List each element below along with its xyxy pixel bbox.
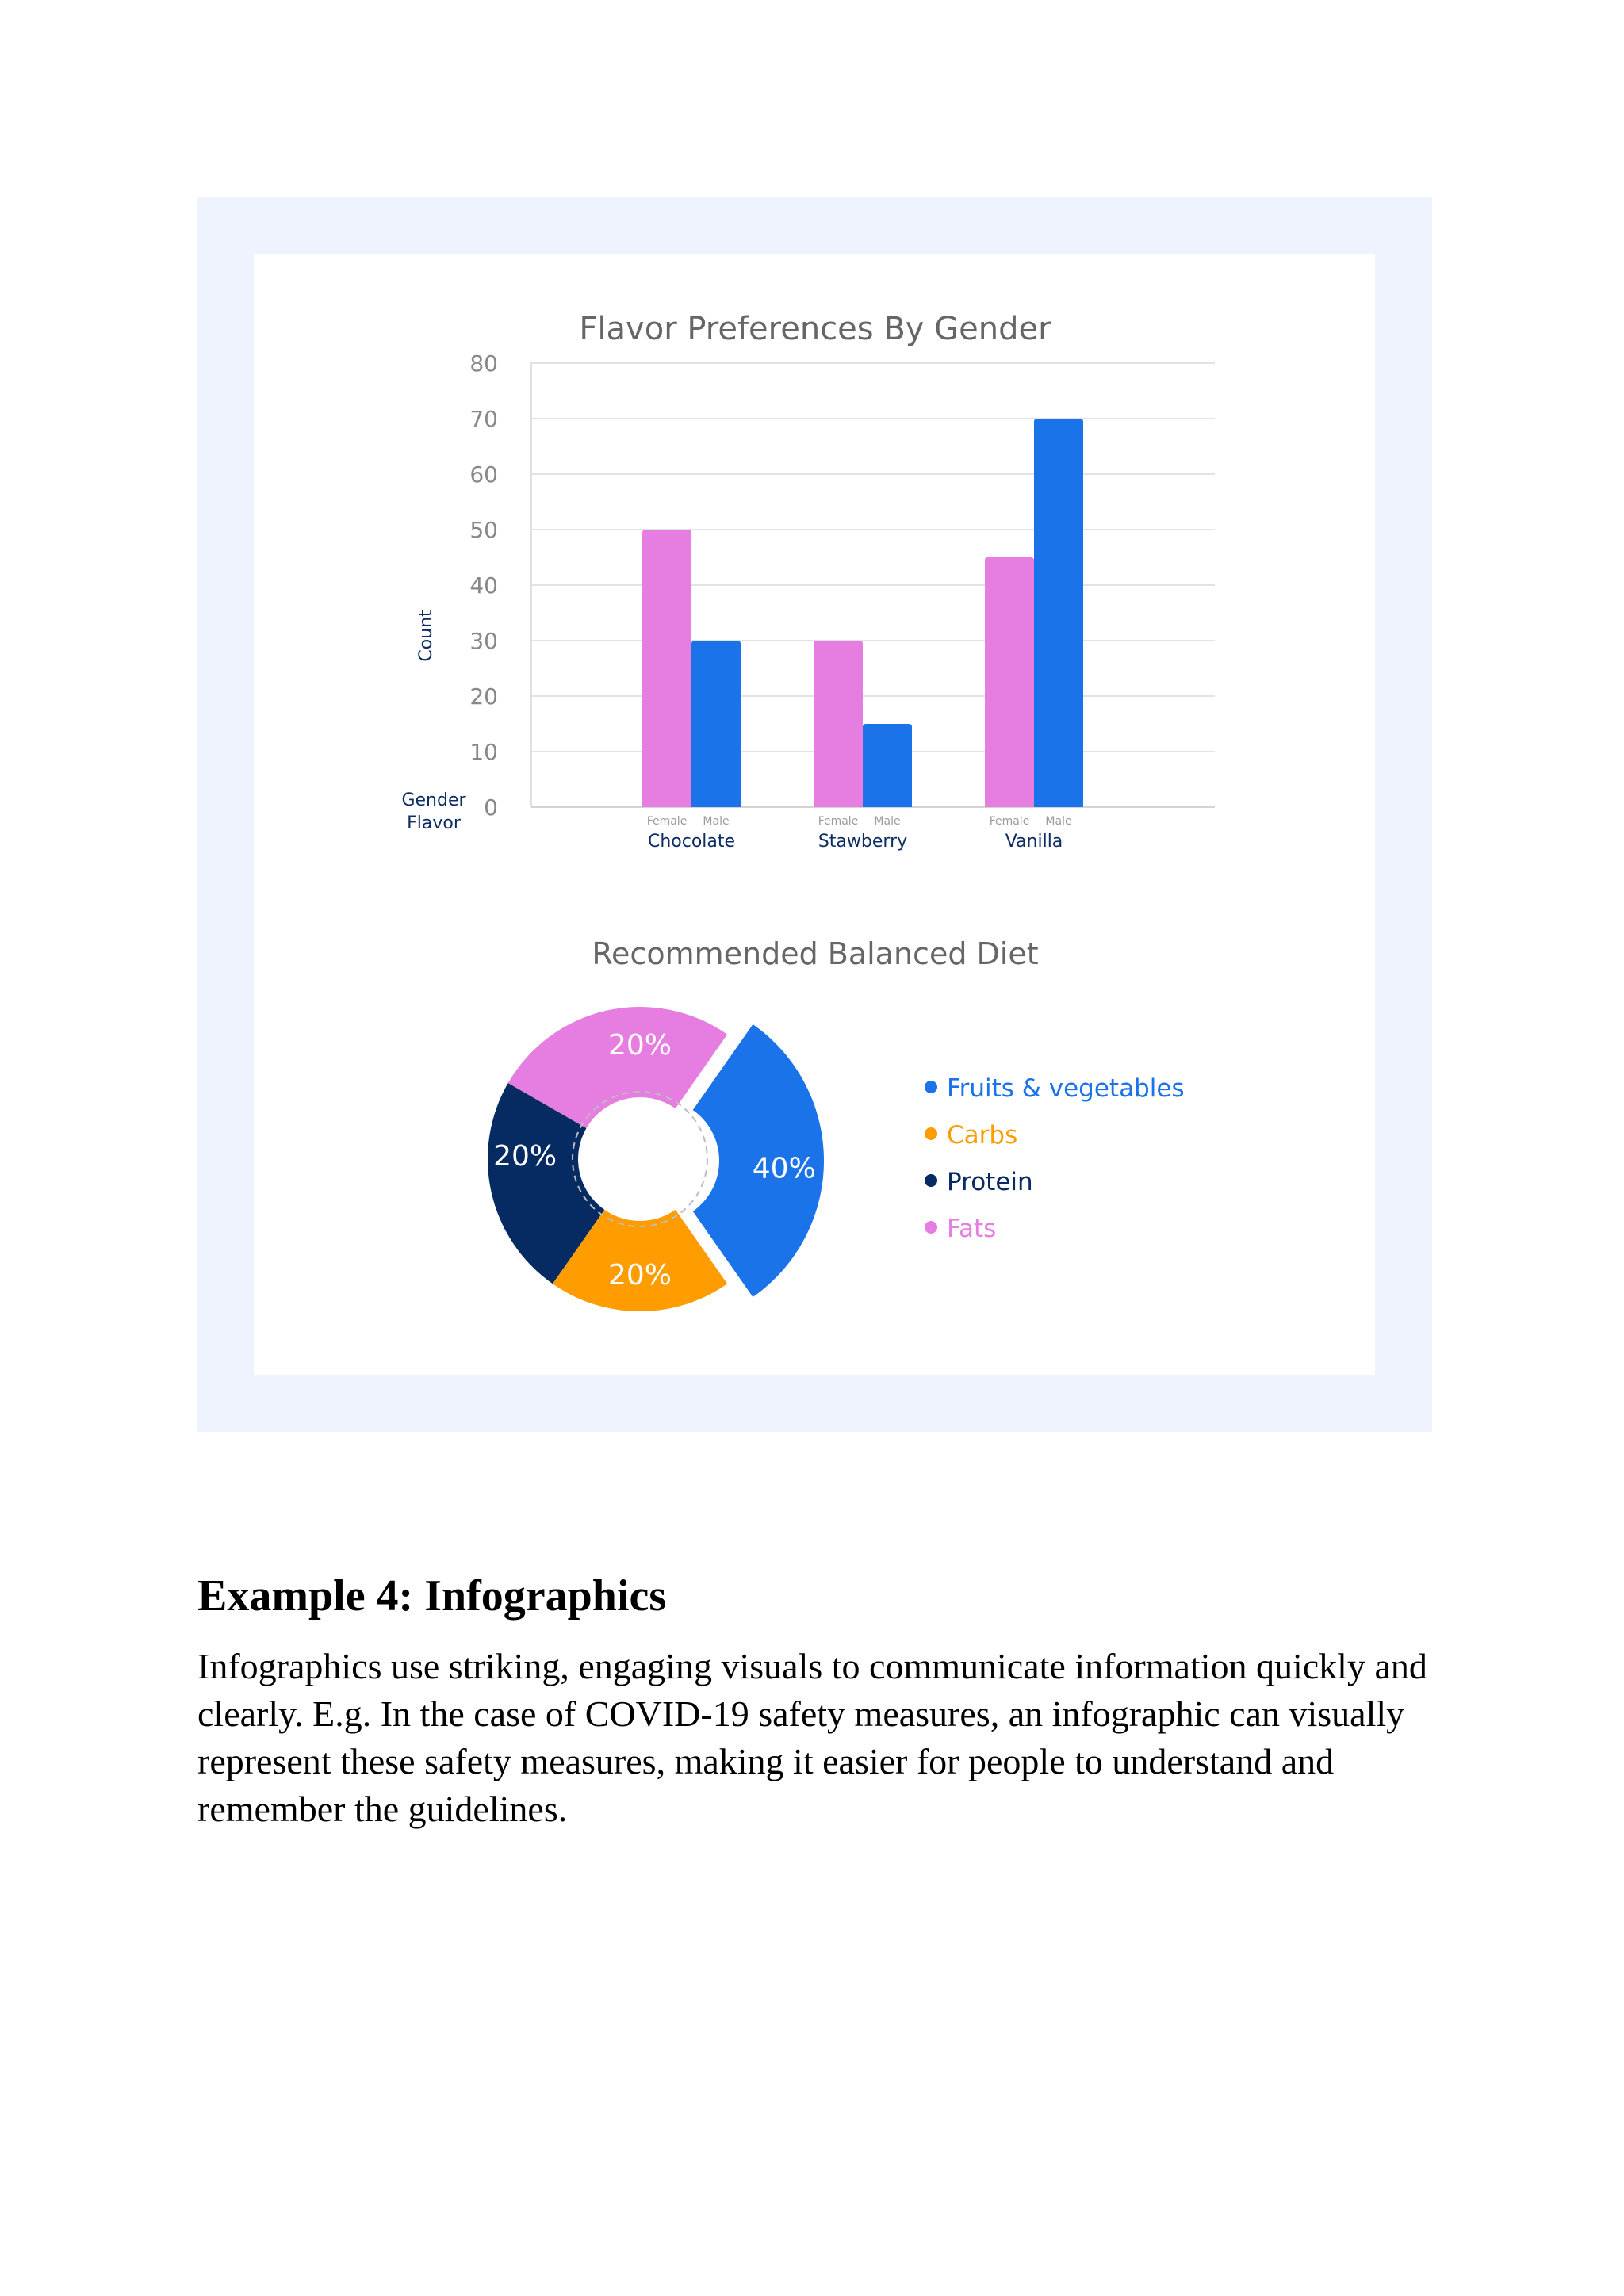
donut-legend	[925, 1074, 1185, 1243]
sub-category-label: Male	[874, 815, 901, 828]
bar-male-stawberry	[863, 724, 912, 807]
figure-card	[254, 254, 1375, 1375]
y-tick-label: 20	[469, 683, 498, 710]
donut-slice-label: 20%	[493, 1139, 557, 1173]
section-heading: Example 4: Infographics	[197, 1571, 667, 1621]
y-tick-labels	[469, 350, 498, 821]
row-label-gender: Gender	[401, 790, 466, 810]
y-tick-label: 70	[469, 406, 498, 432]
sub-category-label: Female	[646, 815, 688, 828]
legend-label: Fruits & vegetables	[947, 1074, 1185, 1103]
category-label: Stawberry	[818, 832, 908, 851]
bars	[642, 419, 1083, 807]
donut-slice-label: 20%	[607, 1029, 672, 1062]
infographic-figure	[254, 254, 1375, 1375]
x-labels	[647, 815, 1072, 851]
bar-male-vanilla	[1034, 419, 1083, 807]
legend-dot	[925, 1081, 937, 1093]
section-paragraph: Infographics use striking, engaging visuals to communicate information quickly and clearly. E.g. In the case of COVID-19 safety measures, an infographic can visually represent these safety measures, making it easier for people to understand and remember the guidelines.	[197, 1646, 1427, 1829]
legend-label: Carbs	[947, 1121, 1018, 1150]
bar-female-chocolate	[642, 530, 691, 807]
sub-category-label: Female	[818, 815, 859, 828]
y-tick-label: 80	[469, 350, 498, 377]
y-tick-label: 60	[469, 461, 498, 488]
y-tick-label: 0	[484, 794, 498, 821]
row-label-flavor: Flavor	[407, 813, 461, 833]
donut-chart-title: Recommended Balanced Diet	[592, 936, 1039, 971]
y-axis-label: Count	[416, 610, 436, 662]
category-label: Chocolate	[647, 832, 736, 851]
donut-slice-label: 20%	[607, 1259, 672, 1292]
bar-chart-title: Flavor Preferences By Gender	[579, 311, 1051, 347]
sub-category-label: Female	[989, 815, 1030, 828]
y-tick-label: 30	[469, 628, 498, 654]
category-label: Vanilla	[1005, 832, 1063, 851]
sub-category-label: Male	[703, 815, 730, 828]
donut-slice-label: 40%	[752, 1152, 816, 1185]
legend-label: Fats	[947, 1215, 997, 1243]
bar-female-vanilla	[985, 557, 1034, 807]
sub-category-label: Male	[1045, 815, 1072, 828]
bar-chart	[401, 311, 1215, 851]
y-tick-label: 50	[469, 517, 498, 543]
figure-frame	[197, 197, 1432, 1432]
bar-male-chocolate	[691, 641, 741, 807]
legend-label: Protein	[947, 1168, 1033, 1196]
donut-chart	[488, 936, 1185, 1311]
legend-dot	[925, 1127, 937, 1140]
legend-dot	[925, 1174, 937, 1187]
y-tick-label: 40	[469, 572, 498, 599]
bar-female-stawberry	[814, 641, 863, 807]
legend-dot	[925, 1221, 937, 1234]
y-tick-label: 10	[469, 739, 498, 765]
